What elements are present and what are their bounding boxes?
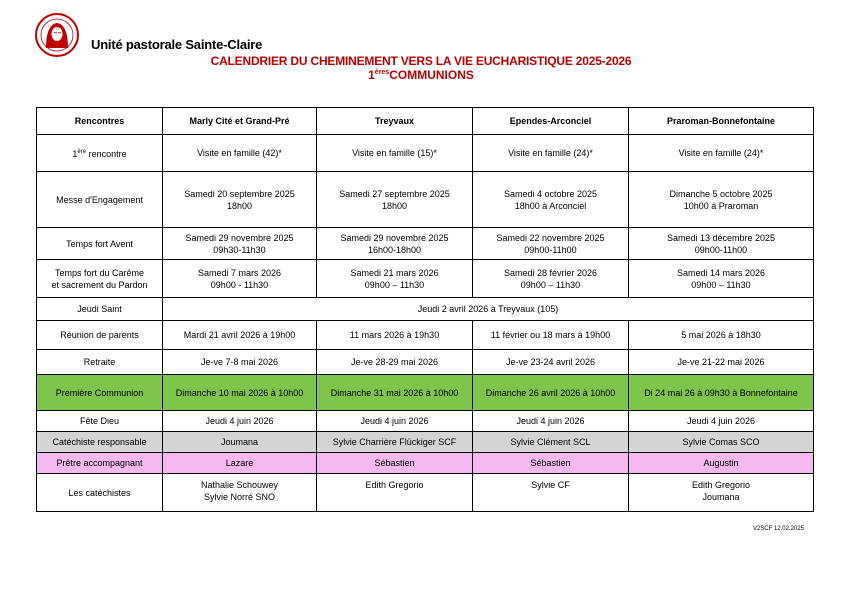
table-row [37, 135, 814, 172]
table-cell: Je-ve 23-24 avril 2026 [473, 350, 629, 375]
header-cell: Rencontres [37, 108, 163, 135]
table-row-priest [37, 453, 814, 474]
table-cell: Samedi 7 mars 2026 09h00 - 11h30 [163, 260, 317, 298]
table-row [37, 172, 814, 228]
table-cell: Jeudi 4 juin 2026 [473, 411, 629, 432]
header-cell: Treyvaux [317, 108, 473, 135]
table-cell: Visite en famille (15)* [317, 135, 473, 172]
table-cell: 11 mars 2026 à 19h30 [317, 321, 473, 350]
table-row [37, 350, 814, 375]
table-cell: Mardi 21 avril 2026 à 19h00 [163, 321, 317, 350]
table-cell: Samedi 29 novembre 2025 16h00-18h00 [317, 228, 473, 260]
table-cell: Samedi 28 février 2026 09h00 – 11h30 [473, 260, 629, 298]
table-cell: Lazare [163, 453, 317, 474]
table-cell: Samedi 29 novembre 2025 09h30-11h30 [163, 228, 317, 260]
version-note: V2SCF 12.02.2025 [752, 526, 804, 532]
table-row [37, 260, 814, 298]
merged-cell: Jeudi 2 avril 2026 à Treyvaux (105) [163, 298, 814, 321]
document-subtitle: 1èresCOMMUNIONS [368, 68, 474, 82]
table-cell: Visite en famille (24)* [629, 135, 814, 172]
table-cell: Edith Gregorio [317, 474, 473, 512]
row-label: Temps fort du Carême et sacrement du Pardon [37, 260, 163, 298]
table-cell: Sébastien [317, 453, 473, 474]
table-cell: Sylvie CF [473, 474, 629, 512]
table-cell: Samedi 20 septembre 2025 18h00 [163, 172, 317, 228]
row-label: Catéchiste responsable [37, 432, 163, 453]
table-cell: Dimanche 5 octobre 2025 10h00 à Praroman [629, 172, 814, 228]
row-label: Jeudi Saint [37, 298, 163, 321]
table-row-first-communion [37, 375, 814, 411]
table-cell: Dimanche 26 avril 2026 à 10h00 [473, 375, 629, 411]
table-row [37, 474, 814, 512]
header-cell: Ependes-Arconciel [473, 108, 629, 135]
organization-name: Unité pastorale Sainte-Claire [91, 37, 263, 52]
table-cell: Jeudi 4 juin 2026 [163, 411, 317, 432]
table-cell: Samedi 22 novembre 2025 09h00-11h00 [473, 228, 629, 260]
header-cell: Praroman-Bonnefontaine [629, 108, 814, 135]
table-cell: Je-ve 28-29 mai 2026 [317, 350, 473, 375]
parish-logo [34, 12, 80, 58]
table-row [37, 321, 814, 350]
table-cell: Samedi 14 mars 2026 09h00 – 11h30 [629, 260, 814, 298]
row-label: Retraite [37, 350, 163, 375]
table-cell: Je-ve 7-8 mai 2026 [163, 350, 317, 375]
table-cell: Je-ve 21-22 mai 2026 [629, 350, 814, 375]
row-label: Les catéchistes [37, 474, 163, 512]
document-title: CALENDRIER DU CHEMINEMENT VERS LA VIE EUCHARISTIQUE 2025-2026 [210, 54, 632, 68]
table-cell: Samedi 21 mars 2026 09h00 – 11h30 [317, 260, 473, 298]
row-label: Première Communion [37, 375, 163, 411]
calendar-table [36, 107, 814, 512]
row-label: 1ère rencontre [37, 135, 163, 172]
table-cell: Jeudi 4 juin 2026 [317, 411, 473, 432]
table-cell: Jeudi 4 juin 2026 [629, 411, 814, 432]
row-label: Fête Dieu [37, 411, 163, 432]
row-label: Messe d'Engagement [37, 172, 163, 228]
table-cell: Samedi 4 octobre 2025 18h00 à Arconciel [473, 172, 629, 228]
table-cell: Sylvie Charrière Flückiger SCF [317, 432, 473, 453]
table-header-row [37, 108, 814, 135]
table-cell: 5 mai 2026 à 18h30 [629, 321, 814, 350]
row-label: Temps fort Avent [37, 228, 163, 260]
table-row [37, 228, 814, 260]
table-cell: Samedi 13 décembre 2025 09h00-11h00 [629, 228, 814, 260]
table-cell: Sébastien [473, 453, 629, 474]
table-cell: Dimanche 10 mai 2026 à 10h00 [163, 375, 317, 411]
row-label: Réunion de parents [37, 321, 163, 350]
table-cell: 11 février ou 18 mars à 19h00 [473, 321, 629, 350]
table-cell: Visite en famille (24)* [473, 135, 629, 172]
table-cell: Sylvie Clément SCL [473, 432, 629, 453]
table-cell: Sylvie Comas SCO [629, 432, 814, 453]
table-cell: Visite en famille (42)* [163, 135, 317, 172]
table-row-catechist [37, 432, 814, 453]
table-row [37, 411, 814, 432]
table-cell: Edith Gregorio Joumana [629, 474, 814, 512]
table-row [37, 298, 814, 321]
row-label: Prêtre accompagnant [37, 453, 163, 474]
table-cell: Nathalie Schouwey Sylvie Norré SNO [163, 474, 317, 512]
table-cell: Dimanche 31 mai 2026 à 10h00 [317, 375, 473, 411]
table-cell: Augustin [629, 453, 814, 474]
table-cell: Di 24 mai 26 à 09h30 à Bonnefontaine [629, 375, 814, 411]
table-cell: Samedi 27 septembre 2025 18h00 [317, 172, 473, 228]
table-cell: Joumana [163, 432, 317, 453]
header-cell: Marly Cité et Grand-Pré [163, 108, 317, 135]
